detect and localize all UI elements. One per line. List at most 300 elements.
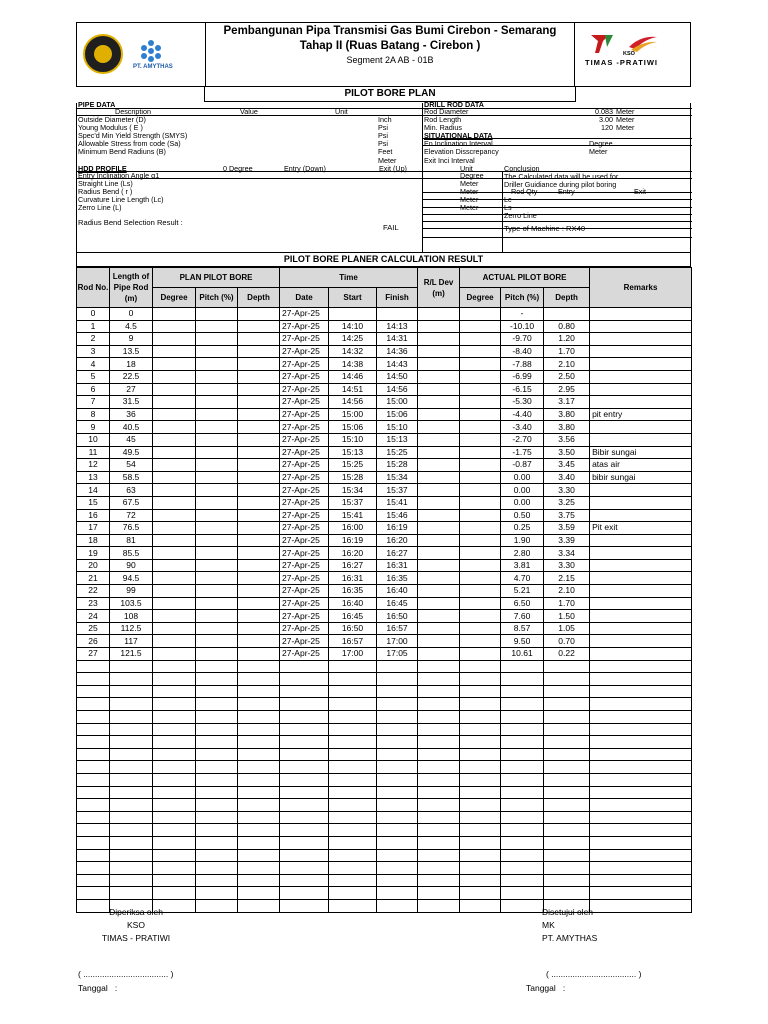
actual-pitch-cell: 0.00 (501, 471, 544, 484)
actual-degree-cell (460, 345, 501, 358)
actual-depth-cell: 3.75 (544, 509, 590, 522)
start-cell: 14:51 (329, 383, 377, 396)
remarks-cell (590, 572, 692, 585)
header (76, 22, 691, 87)
remarks-cell (590, 534, 692, 547)
hdd-profile-heading: HDD PROFILE (78, 164, 127, 173)
empty-row (77, 711, 692, 724)
finish-cell: 16:45 (377, 597, 418, 610)
rl-dev-cell (418, 534, 460, 547)
empty-cell (460, 685, 501, 698)
situational-heading: SITUATIONAL DATA (424, 131, 493, 140)
remarks-cell (590, 597, 692, 610)
plan-degree-cell (153, 597, 196, 610)
empty-cell (238, 811, 280, 824)
actual-depth-cell: 3.30 (544, 484, 590, 497)
table-row (77, 547, 692, 560)
table-row (77, 534, 692, 547)
rod-no-cell: 0 (77, 308, 110, 321)
rod-no-cell: 18 (77, 534, 110, 547)
empty-cell (110, 736, 153, 749)
actual-depth-cell: 1.20 (544, 333, 590, 346)
empty-cell (418, 799, 460, 812)
table-row (77, 408, 692, 421)
signature-right-line2: MK (542, 920, 555, 930)
date-cell: 27-Apr-25 (280, 610, 329, 623)
date-cell: 27-Apr-25 (280, 358, 329, 371)
empty-cell (377, 799, 418, 812)
empty-cell (329, 836, 377, 849)
start-cell: 14:38 (329, 358, 377, 371)
empty-cell (418, 862, 460, 875)
empty-cell (110, 748, 153, 761)
actual-degree-cell (460, 308, 501, 321)
table-row (77, 610, 692, 623)
empty-cell (280, 824, 329, 837)
actual-pitch-cell: -7.88 (501, 358, 544, 371)
plan-depth-cell (238, 534, 280, 547)
conclusion-row: Lc (504, 195, 512, 204)
rod-no-cell: 2 (77, 333, 110, 346)
empty-cell (153, 736, 196, 749)
empty-cell (460, 736, 501, 749)
empty-cell (418, 660, 460, 673)
actual-depth-cell: 0.22 (544, 648, 590, 661)
finish-cell: 16:20 (377, 534, 418, 547)
empty-cell (153, 761, 196, 774)
remarks-cell (590, 635, 692, 648)
plan-degree-cell (153, 471, 196, 484)
plan-degree-cell (153, 610, 196, 623)
empty-cell (110, 887, 153, 900)
empty-cell (460, 874, 501, 887)
empty-cell (153, 685, 196, 698)
hdd-item-unit: Degree (460, 171, 484, 180)
finish-cell: 16:19 (377, 522, 418, 535)
rod-no-cell: 10 (77, 433, 110, 446)
empty-cell (110, 761, 153, 774)
remarks-cell: atas air (590, 459, 692, 472)
finish-cell: 16:35 (377, 572, 418, 585)
date-cell: 27-Apr-25 (280, 333, 329, 346)
empty-cell (77, 673, 110, 686)
empty-cell (238, 836, 280, 849)
rl-dev-cell (418, 471, 460, 484)
timas-logo-text: TIMAS -PRATIWI (585, 58, 659, 67)
empty-cell (196, 849, 238, 862)
actual-degree-cell (460, 534, 501, 547)
empty-cell (501, 698, 544, 711)
info-block (76, 100, 691, 253)
empty-cell (153, 698, 196, 711)
empty-cell (77, 836, 110, 849)
finish-cell: 14:50 (377, 370, 418, 383)
empty-cell (418, 711, 460, 724)
start-cell: 16:45 (329, 610, 377, 623)
empty-cell (110, 874, 153, 887)
hdd-item-unit: Meter (460, 179, 479, 188)
finish-cell: 15:10 (377, 421, 418, 434)
rl-dev-cell (418, 345, 460, 358)
finish-cell: 15:41 (377, 496, 418, 509)
plan-pitch-cell (196, 333, 238, 346)
empty-row (77, 799, 692, 812)
empty-row (77, 874, 692, 887)
col-length: Length of Pipe Rod (m) (110, 268, 153, 308)
plan-depth-cell (238, 610, 280, 623)
table-row (77, 635, 692, 648)
col-plan-pitch: Pitch (%) (196, 288, 238, 308)
amythas-logo-text: PT. AMYTHAS (133, 64, 173, 70)
empty-cell (280, 685, 329, 698)
empty-cell (238, 849, 280, 862)
date-right (526, 983, 565, 993)
plan-pitch-cell (196, 408, 238, 421)
hdd-degree: 0 Degree (223, 164, 253, 173)
actual-depth-cell: 3.59 (544, 522, 590, 535)
date-cell: 27-Apr-25 (280, 547, 329, 560)
table-row (77, 383, 692, 396)
empty-cell (280, 761, 329, 774)
signature-right (542, 906, 597, 945)
actual-pitch-cell: 7.60 (501, 610, 544, 623)
finish-cell: 15:00 (377, 396, 418, 409)
header-title (205, 23, 575, 65)
table-row (77, 370, 692, 383)
plan-depth-cell (238, 648, 280, 661)
rod-no-cell: 12 (77, 459, 110, 472)
empty-cell (280, 773, 329, 786)
actual-pitch-cell: -10.10 (501, 320, 544, 333)
empty-cell (377, 849, 418, 862)
signature-right-line3: PT. AMYTHAS (542, 933, 598, 943)
empty-cell (418, 698, 460, 711)
empty-cell (329, 773, 377, 786)
empty-cell (153, 711, 196, 724)
empty-row (77, 660, 692, 673)
actual-pitch-cell: 6.50 (501, 597, 544, 610)
actual-depth-cell: 1.70 (544, 345, 590, 358)
start-cell: 16:50 (329, 622, 377, 635)
empty-cell (329, 811, 377, 824)
empty-cell (377, 660, 418, 673)
finish-cell: 14:43 (377, 358, 418, 371)
empty-cell (501, 748, 544, 761)
col-rl-dev: R/L Dev (m) (418, 268, 460, 308)
empty-cell (590, 748, 692, 761)
pipe-col-value: Value (240, 107, 258, 116)
empty-cell (418, 723, 460, 736)
empty-cell (418, 773, 460, 786)
empty-cell (501, 824, 544, 837)
empty-cell (153, 887, 196, 900)
empty-cell (110, 698, 153, 711)
radius-result-value: FAIL (383, 223, 399, 232)
empty-cell (590, 685, 692, 698)
plan-depth-cell (238, 585, 280, 598)
plan-depth-cell (238, 547, 280, 560)
empty-cell (280, 698, 329, 711)
empty-cell (77, 685, 110, 698)
start-cell: 14:56 (329, 396, 377, 409)
rl-dev-cell (418, 648, 460, 661)
empty-cell (544, 887, 590, 900)
plan-depth-cell (238, 622, 280, 635)
length-cell: 18 (110, 358, 153, 371)
start-cell: 14:10 (329, 320, 377, 333)
actual-degree-cell (460, 509, 501, 522)
plan-depth-cell (238, 509, 280, 522)
actual-depth-cell: 0.70 (544, 635, 590, 648)
empty-cell (377, 736, 418, 749)
length-cell: 112.5 (110, 622, 153, 635)
plan-pitch-cell (196, 610, 238, 623)
plan-depth-cell (238, 522, 280, 535)
date-cell: 27-Apr-25 (280, 396, 329, 409)
rl-dev-cell (418, 635, 460, 648)
length-cell: 121.5 (110, 648, 153, 661)
actual-degree-cell (460, 370, 501, 383)
remarks-cell: Bibir sungai (590, 446, 692, 459)
empty-cell (501, 874, 544, 887)
rl-dev-cell (418, 433, 460, 446)
empty-cell (110, 723, 153, 736)
rod-no-cell: 25 (77, 622, 110, 635)
finish-cell: 15:34 (377, 471, 418, 484)
empty-cell (544, 799, 590, 812)
empty-row (77, 887, 692, 900)
actual-degree-cell (460, 648, 501, 661)
rod-no-cell: 5 (77, 370, 110, 383)
empty-cell (501, 786, 544, 799)
start-cell: 15:06 (329, 421, 377, 434)
pipe-item-label: Minimum Bend Radiuns (B) (78, 147, 166, 156)
rl-dev-cell (418, 572, 460, 585)
plan-degree-cell (153, 333, 196, 346)
actual-pitch-cell: -3.40 (501, 421, 544, 434)
kso-label: KSO (623, 51, 635, 57)
empty-cell (77, 824, 110, 837)
plan-pitch-cell (196, 370, 238, 383)
empty-cell (460, 723, 501, 736)
empty-cell (280, 723, 329, 736)
col-plan-pilot-bore: PLAN PILOT BORE (153, 268, 280, 288)
finish-cell: 15:06 (377, 408, 418, 421)
empty-cell (544, 748, 590, 761)
plan-degree-cell (153, 433, 196, 446)
empty-cell (196, 723, 238, 736)
actual-degree-cell (460, 522, 501, 535)
actual-depth-cell: 2.10 (544, 585, 590, 598)
actual-degree-cell (460, 635, 501, 648)
drill-rod-label: Rod Diameter (424, 107, 469, 116)
date-right-label: Tanggal (526, 983, 556, 993)
empty-cell (418, 736, 460, 749)
actual-depth-cell: 2.50 (544, 370, 590, 383)
empty-cell (544, 786, 590, 799)
actual-pitch-cell: -1.75 (501, 446, 544, 459)
actual-depth-cell: 3.17 (544, 396, 590, 409)
actual-pitch-cell: 8.57 (501, 622, 544, 635)
empty-row (77, 824, 692, 837)
empty-cell (544, 849, 590, 862)
empty-cell (418, 761, 460, 774)
finish-cell: 16:57 (377, 622, 418, 635)
remarks-cell (590, 484, 692, 497)
actual-pitch-cell: -5.30 (501, 396, 544, 409)
rod-no-cell: 3 (77, 345, 110, 358)
empty-cell (544, 811, 590, 824)
empty-cell (418, 849, 460, 862)
remarks-cell (590, 333, 692, 346)
right-logo (574, 23, 690, 86)
plan-pitch-cell (196, 433, 238, 446)
drill-rod-label: Min. Radius (424, 123, 462, 132)
empty-cell (196, 811, 238, 824)
empty-cell (280, 899, 329, 912)
empty-cell (238, 824, 280, 837)
empty-cell (501, 836, 544, 849)
col-plan-depth: Depth (238, 288, 280, 308)
plan-degree-cell (153, 383, 196, 396)
length-cell: 0 (110, 308, 153, 321)
empty-cell (377, 685, 418, 698)
empty-cell (590, 723, 692, 736)
empty-cell (501, 723, 544, 736)
remarks-cell (590, 648, 692, 661)
rl-dev-cell (418, 358, 460, 371)
empty-cell (460, 824, 501, 837)
remarks-cell: pit entry (590, 408, 692, 421)
empty-cell (377, 786, 418, 799)
table-row (77, 345, 692, 358)
remarks-cell: bibir sungai (590, 471, 692, 484)
date-left-colon: : (114, 983, 118, 993)
title-line-2: Tahap II (Ruas Batang - Cirebon ) (299, 40, 481, 52)
pipe-item-unit: Inch (378, 115, 392, 124)
situational-unit: Degree (589, 139, 613, 148)
actual-degree-cell (460, 597, 501, 610)
empty-cell (196, 698, 238, 711)
actual-pitch-cell: -6.15 (501, 383, 544, 396)
date-cell: 27-Apr-25 (280, 383, 329, 396)
empty-cell (238, 887, 280, 900)
pipe-col-unit: Unit (335, 107, 348, 116)
start-cell: 17:00 (329, 648, 377, 661)
empty-cell (501, 660, 544, 673)
rod-no-cell: 19 (77, 547, 110, 560)
plan-degree-cell (153, 534, 196, 547)
empty-cell (280, 799, 329, 812)
empty-cell (196, 736, 238, 749)
empty-cell (196, 862, 238, 875)
drill-rod-value: 120 (601, 123, 613, 132)
empty-cell (77, 723, 110, 736)
doc-title: PILOT BORE PLAN (204, 86, 576, 102)
date-cell: 27-Apr-25 (280, 509, 329, 522)
empty-row (77, 761, 692, 774)
rod-no-cell: 26 (77, 635, 110, 648)
empty-cell (377, 874, 418, 887)
actual-pitch-cell: 0.00 (501, 484, 544, 497)
conclusion-heading: Conclusion (504, 164, 540, 173)
empty-cell (280, 849, 329, 862)
date-cell: 27-Apr-25 (280, 320, 329, 333)
rl-dev-cell (418, 421, 460, 434)
empty-cell (196, 673, 238, 686)
rl-dev-cell (418, 585, 460, 598)
plan-pitch-cell (196, 396, 238, 409)
start-cell: 15:13 (329, 446, 377, 459)
rl-dev-cell (418, 610, 460, 623)
rl-dev-cell (418, 522, 460, 535)
plan-pitch-cell (196, 496, 238, 509)
calc-title: PILOT BORE PLANER CALCULATION RESULT (76, 253, 691, 267)
plan-depth-cell (238, 333, 280, 346)
plan-degree-cell (153, 320, 196, 333)
rl-dev-cell (418, 496, 460, 509)
empty-cell (377, 862, 418, 875)
empty-cell (238, 660, 280, 673)
remarks-cell (590, 358, 692, 371)
plan-degree-cell (153, 345, 196, 358)
empty-cell (377, 811, 418, 824)
empty-cell (590, 899, 692, 912)
empty-cell (590, 849, 692, 862)
plan-degree-cell (153, 572, 196, 585)
empty-cell (590, 862, 692, 875)
empty-cell (590, 824, 692, 837)
empty-cell (153, 773, 196, 786)
remarks-cell (590, 610, 692, 623)
rl-dev-cell (418, 597, 460, 610)
remarks-cell (590, 585, 692, 598)
empty-cell (196, 748, 238, 761)
length-cell: 81 (110, 534, 153, 547)
plan-pitch-cell (196, 635, 238, 648)
col-date: Date (280, 288, 329, 308)
length-cell: 63 (110, 484, 153, 497)
rl-dev-cell (418, 383, 460, 396)
empty-cell (460, 761, 501, 774)
empty-cell (77, 748, 110, 761)
empty-cell (280, 673, 329, 686)
empty-cell (77, 811, 110, 824)
rod-no-cell: 24 (77, 610, 110, 623)
empty-cell (196, 799, 238, 812)
empty-cell (280, 660, 329, 673)
pipe-item-unit: Meter (378, 156, 397, 165)
empty-row (77, 736, 692, 749)
empty-cell (329, 736, 377, 749)
plan-degree-cell (153, 635, 196, 648)
conclusion-text-2: Driller Guidiance during pilot boring (504, 180, 617, 189)
empty-cell (544, 673, 590, 686)
remarks-cell (590, 320, 692, 333)
rod-no-cell: 7 (77, 396, 110, 409)
signature-left-blank: ( .................................... ) (78, 969, 174, 979)
empty-cell (196, 887, 238, 900)
empty-cell (377, 887, 418, 900)
plan-degree-cell (153, 408, 196, 421)
empty-cell (329, 799, 377, 812)
pipe-item-unit: Psi (378, 131, 388, 140)
empty-cell (329, 786, 377, 799)
rl-dev-cell (418, 446, 460, 459)
rod-no-cell: 17 (77, 522, 110, 535)
empty-cell (238, 899, 280, 912)
table-row (77, 484, 692, 497)
